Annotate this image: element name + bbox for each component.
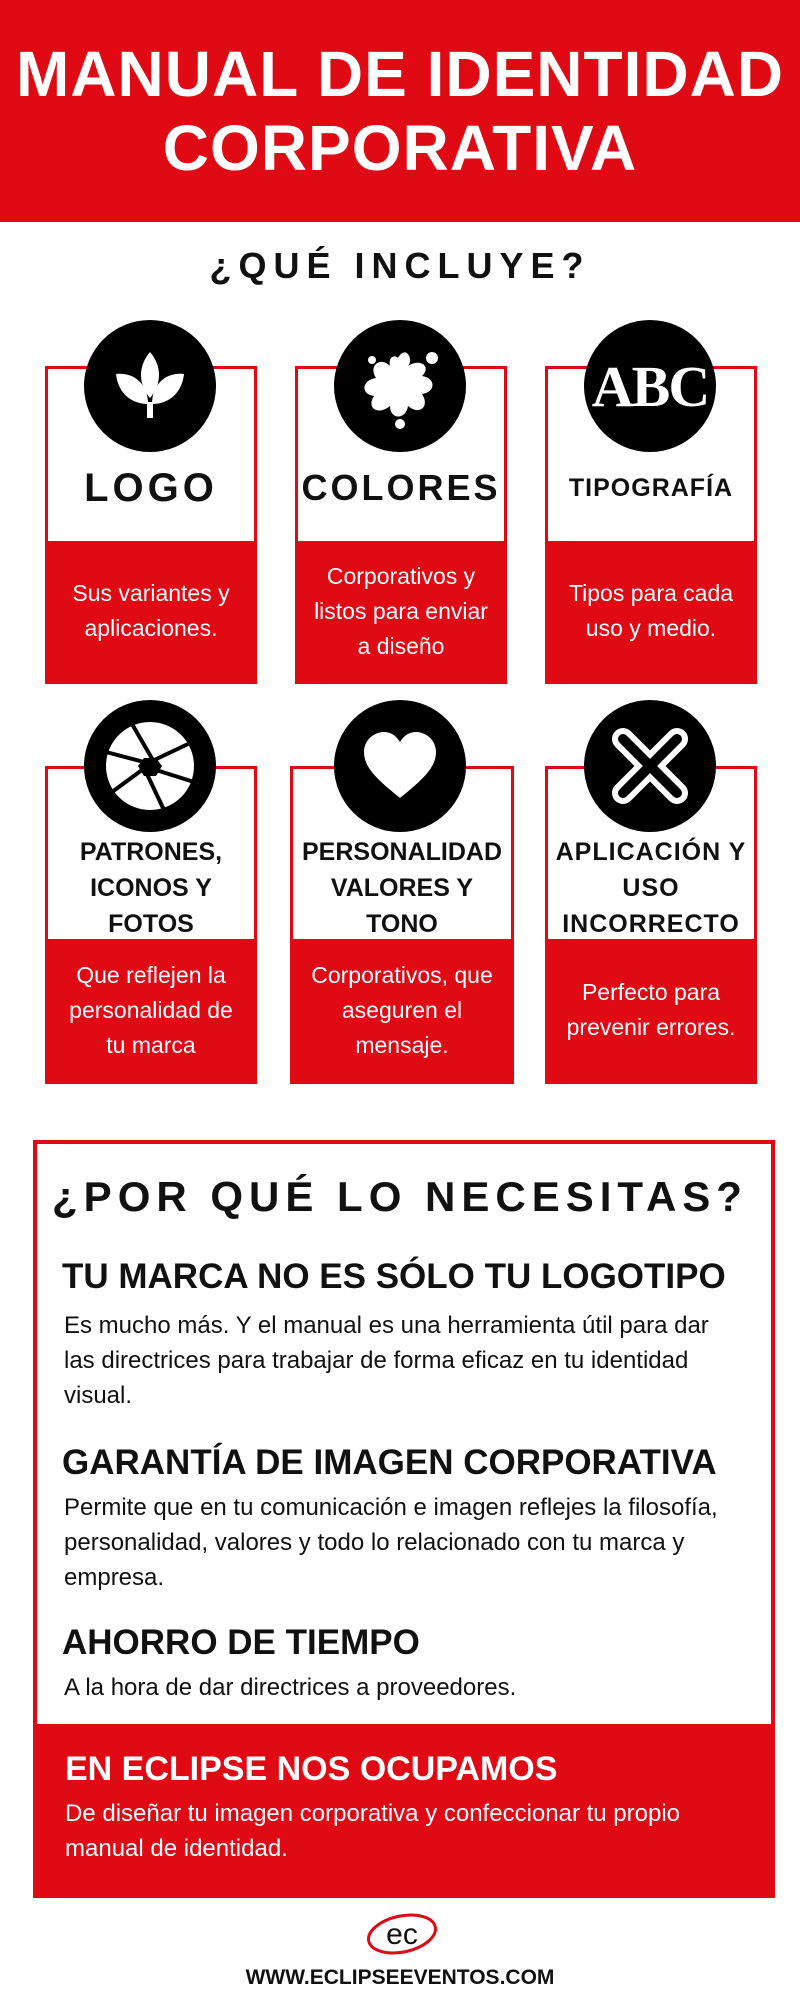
card-title: COLORES xyxy=(301,467,501,508)
card-title: LOGO xyxy=(84,465,218,510)
page-title-line1: MANUAL DE IDENTIDAD xyxy=(15,38,785,110)
includes-title: ¿QUÉ INCLUYE? xyxy=(209,245,591,286)
reason-text: A la hora de dar directrices a proveedores. xyxy=(64,1674,517,1701)
reason-title: TU MARCA NO ES SÓLO TU LOGOTIPO xyxy=(62,1257,726,1296)
why-title: ¿POR QUÉ LO NECESITAS? xyxy=(52,1173,748,1220)
card-text: Perfecto para prevenir errores. xyxy=(548,939,754,1081)
website-url[interactable]: WWW.ECLIPSEEVENTOS.COM xyxy=(245,1966,555,1989)
reason-text: Es mucho más. Y el manual es una herramienta útil para dar las directrices para trabajar de forma eficaz en tu identidad visual. xyxy=(64,1312,709,1409)
card-text: Tipos para cada uso y medio. xyxy=(548,541,754,681)
eclipse-logo-text: ec xyxy=(386,1918,418,1951)
card-title: PERSONALIDAD VALORES Y TONO xyxy=(301,838,502,938)
card-title: PATRONES, ICONOS Y FOTOS xyxy=(79,838,223,938)
eclipse-text: De diseñar tu imagen corporativa y confeccionar tu propio manual de identidad. xyxy=(65,1800,680,1862)
eclipse-callout xyxy=(37,1724,771,1894)
page-title-line2: CORPORATIVA xyxy=(162,112,638,184)
card-text: Sus variantes y aplicaciones. xyxy=(48,541,254,681)
heart-icon xyxy=(334,700,466,832)
x-cross-icon xyxy=(584,700,716,832)
camera-aperture-icon xyxy=(84,700,216,832)
header-banner xyxy=(0,0,800,222)
eclipse-logo xyxy=(362,1908,442,1956)
abc-icon-text: ABC xyxy=(591,353,709,419)
card-title: TIPOGRAFÍA xyxy=(568,473,734,502)
card-text: Que reflejen la personalidad de tu marca xyxy=(48,939,254,1081)
abc-icon xyxy=(584,320,716,452)
reason-title: GARANTÍA DE IMAGEN CORPORATIVA xyxy=(62,1443,717,1482)
leaf-icon xyxy=(84,320,216,452)
card-text: Corporativos y listos para enviar a diseño xyxy=(298,541,504,681)
reason-text: Permite que en tu comunicación e imagen reflejes la filosofía, personalidad, valores y todo lo relacionado con tu marca y empresa. xyxy=(64,1494,718,1591)
card-title: APLICACIÓN Y USO INCORRECTO xyxy=(555,838,747,938)
eclipse-title: EN ECLIPSE NOS OCUPAMOS xyxy=(65,1750,558,1788)
card-text: Corporativos, que aseguren el mensaje. xyxy=(293,939,511,1081)
paint-splash-icon xyxy=(334,320,466,452)
reason-title: AHORRO DE TIEMPO xyxy=(62,1623,420,1662)
